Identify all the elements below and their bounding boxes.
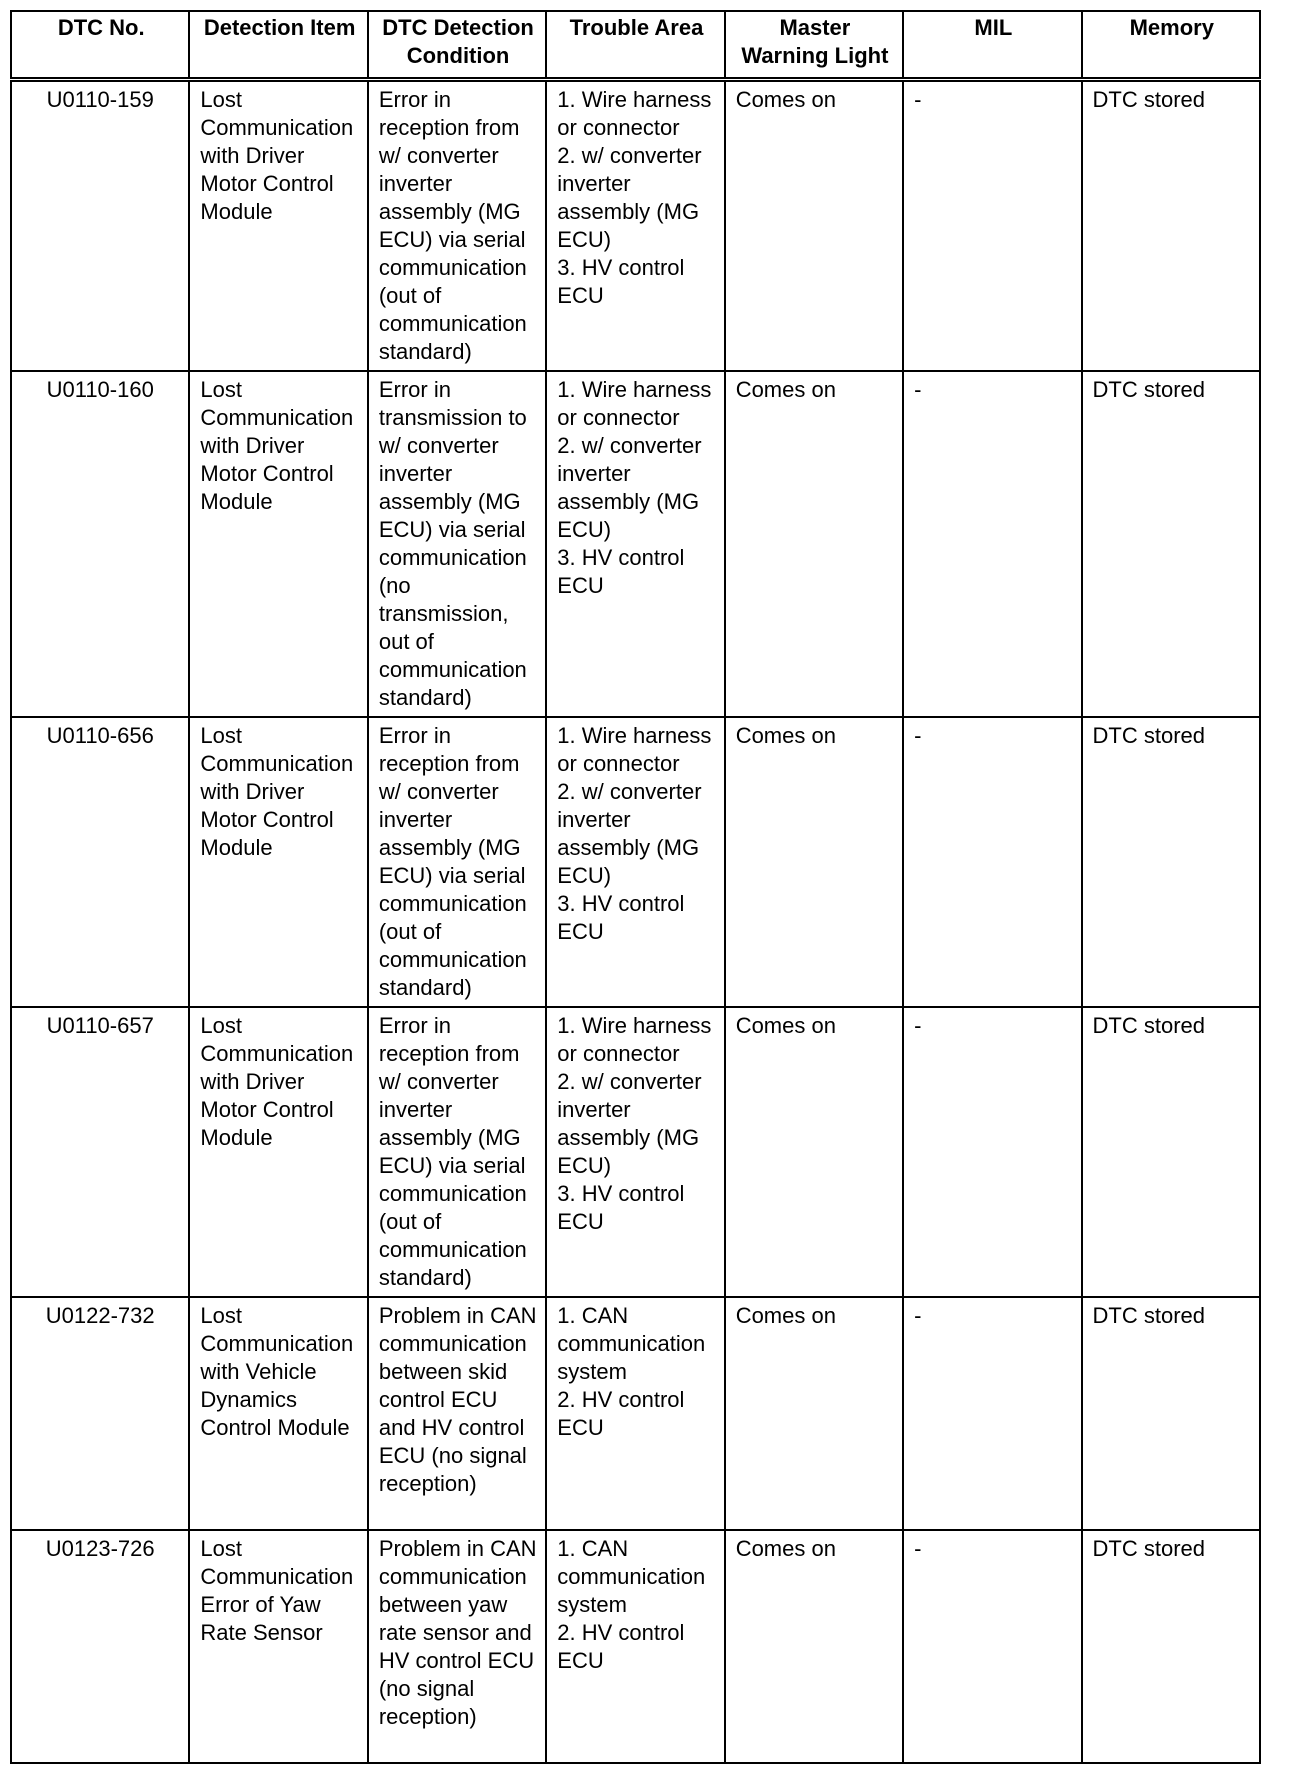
trouble-area-cell xyxy=(546,1530,724,1763)
memory-cell: DTC stored xyxy=(1082,371,1260,717)
detection-condition-cell: Error in reception from w/ converter inverter assembly (MG ECU) via serial communication (out of communication standard) xyxy=(368,80,546,372)
dtc-code-cell: U0110-160 xyxy=(11,371,189,717)
table-row xyxy=(11,371,1260,717)
dtc-code-cell: U0110-656 xyxy=(11,717,189,1007)
header-mil: MIL xyxy=(903,11,1081,80)
dtc-code-cell: U0122-732 xyxy=(11,1297,189,1530)
master-warning-light-cell: Comes on xyxy=(725,1007,903,1297)
trouble-area-text: 1. Wire harness or connector 2. w/ converter inverter assembly (MG ECU) 3. HV control ECU xyxy=(557,723,712,944)
dtc-table xyxy=(10,10,1261,1764)
table-header xyxy=(11,11,1260,80)
header-master-warning-light: Master Warning Light xyxy=(725,11,903,80)
trouble-area-cell xyxy=(546,371,724,717)
mil-cell: - xyxy=(903,80,1081,372)
table-row xyxy=(11,717,1260,1007)
master-warning-light-cell: Comes on xyxy=(725,1297,903,1530)
detection-condition-cell: Error in transmission to w/ converter inverter assembly (MG ECU) via serial communication (no transmission, out of communication standard) xyxy=(368,371,546,717)
trouble-area-text: 1. CAN communication system 2. HV control ECU xyxy=(557,1536,706,1673)
trouble-area-cell xyxy=(546,1297,724,1530)
detection-item-cell: Lost Communication with Driver Motor Control Module xyxy=(189,80,367,372)
trouble-area-text: 1. CAN communication system 2. HV control ECU xyxy=(557,1303,706,1440)
header-detection-condition: DTC Detection Condition xyxy=(368,11,546,80)
mil-cell: - xyxy=(903,1297,1081,1530)
header-row xyxy=(11,11,1260,80)
trouble-area-text: 1. Wire harness or connector 2. w/ converter inverter assembly (MG ECU) 3. HV control ECU xyxy=(557,1013,712,1234)
dtc-code-cell: U0123-726 xyxy=(11,1530,189,1763)
master-warning-light-cell: Comes on xyxy=(725,80,903,372)
detection-item-cell: Lost Communication Error of Yaw Rate Sensor xyxy=(189,1530,367,1763)
detection-condition-cell: Problem in CAN communication between yaw rate sensor and HV control ECU (no signal reception) xyxy=(368,1530,546,1763)
detection-item-cell: Lost Communication with Vehicle Dynamics Control Module xyxy=(189,1297,367,1530)
trouble-area-text: 1. Wire harness or connector 2. w/ converter inverter assembly (MG ECU) 3. HV control ECU xyxy=(557,377,712,598)
mil-cell: - xyxy=(903,1530,1081,1763)
memory-cell: DTC stored xyxy=(1082,1007,1260,1297)
trouble-area-text: 1. Wire harness or connector 2. w/ converter inverter assembly (MG ECU) 3. HV control ECU xyxy=(557,87,712,308)
memory-cell: DTC stored xyxy=(1082,1530,1260,1763)
trouble-area-cell xyxy=(546,80,724,372)
header-memory: Memory xyxy=(1082,11,1260,80)
trouble-area-cell xyxy=(546,717,724,1007)
detection-condition-cell: Error in reception from w/ converter inverter assembly (MG ECU) via serial communication (out of communication standard) xyxy=(368,717,546,1007)
master-warning-light-cell: Comes on xyxy=(725,371,903,717)
detection-item-cell: Lost Communication with Driver Motor Control Module xyxy=(189,717,367,1007)
header-trouble-area: Trouble Area xyxy=(546,11,724,80)
mil-cell: - xyxy=(903,1007,1081,1297)
dtc-document xyxy=(10,10,1261,1764)
detection-item-cell: Lost Communication with Driver Motor Control Module xyxy=(189,1007,367,1297)
memory-cell: DTC stored xyxy=(1082,1297,1260,1530)
mil-cell: - xyxy=(903,371,1081,717)
table-row xyxy=(11,1007,1260,1297)
table-row xyxy=(11,1530,1260,1763)
trouble-area-cell xyxy=(546,1007,724,1297)
table-row xyxy=(11,1297,1260,1530)
header-dtc-no: DTC No. xyxy=(11,11,189,80)
dtc-code-cell: U0110-657 xyxy=(11,1007,189,1297)
master-warning-light-cell: Comes on xyxy=(725,1530,903,1763)
memory-cell: DTC stored xyxy=(1082,717,1260,1007)
detection-item-cell: Lost Communication with Driver Motor Control Module xyxy=(189,371,367,717)
table-row xyxy=(11,80,1260,372)
memory-cell: DTC stored xyxy=(1082,80,1260,372)
header-detection-item: Detection Item xyxy=(189,11,367,80)
mil-cell: - xyxy=(903,717,1081,1007)
dtc-code-cell: U0110-159 xyxy=(11,80,189,372)
table-body xyxy=(11,80,1260,1764)
detection-condition-cell: Error in reception from w/ converter inverter assembly (MG ECU) via serial communication (out of communication standard) xyxy=(368,1007,546,1297)
detection-condition-cell: Problem in CAN communication between skid control ECU and HV control ECU (no signal reception) xyxy=(368,1297,546,1530)
master-warning-light-cell: Comes on xyxy=(725,717,903,1007)
